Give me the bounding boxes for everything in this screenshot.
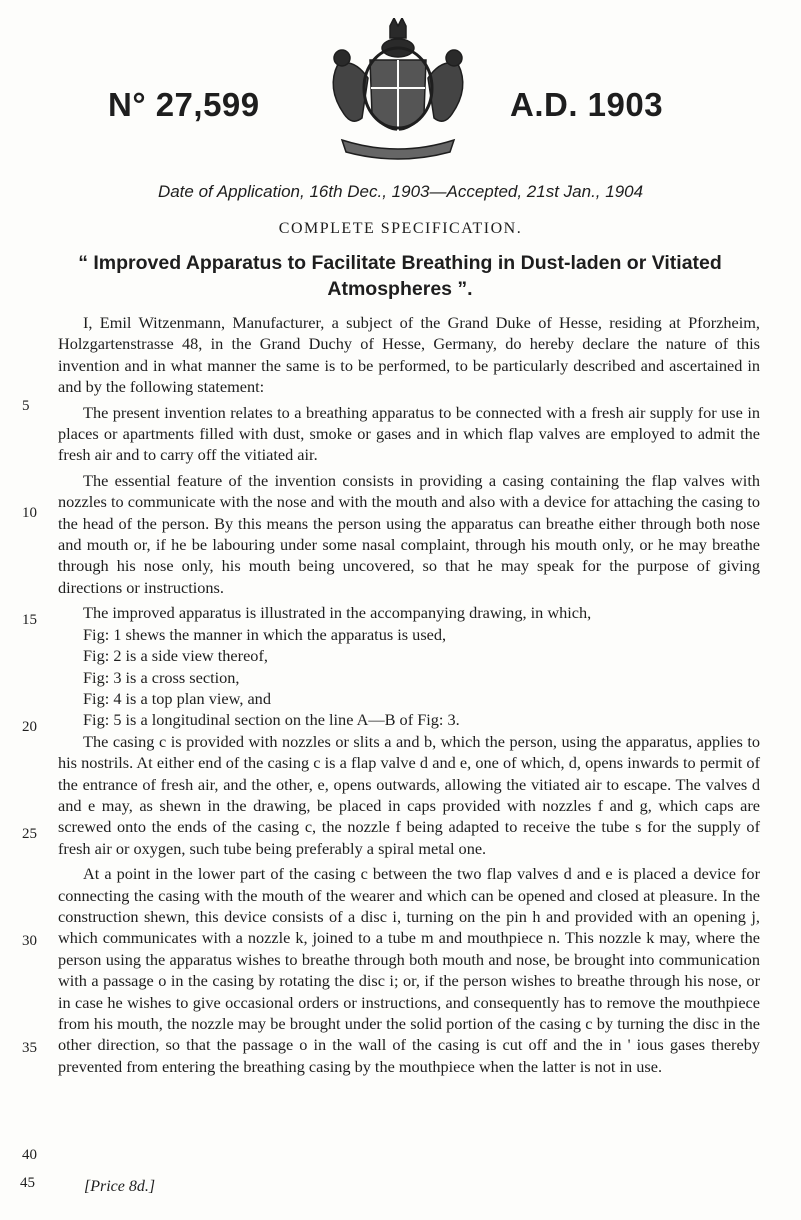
royal-crest-icon	[318, 18, 478, 168]
figure-list	[58, 624, 760, 731]
paragraph-illustration: The improved apparatus is illustrated in the accompanying drawing, in which,	[83, 603, 592, 623]
line-number: 5	[22, 397, 30, 414]
line-number: 10	[22, 504, 37, 521]
document-title: “ Improved Apparatus to Facilitate Breathing in Dust-laden or Vitiated Atmospheres ”.	[78, 252, 722, 300]
line-number: 15	[22, 611, 37, 628]
paragraph-invention-relates: The present invention relates to a breathing apparatus to be connected with a fresh air supply for use in places or apartments filled with dust, smoke or gases and in which flap valves are employed to admit the fresh air and to carry off the vitiated air.	[58, 402, 760, 465]
spec-heading: COMPLETE SPECIFICATION.	[278, 220, 523, 237]
application-dates: Date of Application, 16th Dec., 1903—Accepted, 21st Jan., 1904	[157, 182, 644, 201]
header	[0, 18, 801, 168]
specification-body	[58, 312, 760, 1081]
patent-number: N° 27,599	[108, 86, 260, 123]
paragraph-device: At a point in the lower part of the casing c between the two flap valves d and e is placed a device for connecting the casing with the mouth of the wearer and which can be opened and closed at pleasure. In the construction shewn, this device consists of a disc i, turning on the pin h and provided with an opening j, which communicates with a nozzle k, joined to a tube m and mouthpiece n. This nozzle k may, where the person using the apparatus wishes to breathe through both mouth and nose, be brought into communication with a passage o in the casing by rotating the disc i; or, if the person wishes to breathe through his nose, or in case he wishes to give occasional orders or instructions, and consequently has to remove the mouthpiece from his mouth, the nozzle may be brought under the solid portion of the casing c by turning the disc in the other direction, so that the passage o in the wall of the casing is cut off and the in ' ious gases thereby prevented from entering the breathing casing by the mouthpiece when the latter is not in use.	[58, 864, 760, 1076]
line-number: 25	[22, 825, 37, 842]
figure-item: Fig: 3 is a cross section,	[83, 667, 240, 687]
paragraph-essential-feature: The essential feature of the invention consists in providing a casing containing the flap valves with nozzles to communicate with the nose and with the mouth and also with a device for attaching the casing to the head of the person. By this means the person using the apparatus can breathe either through both nose and mouth or, if he be labouring under some nasal complaint, through his mouth only, or he may breathe through his nose only, his mouth being uncovered, so that he may speak for the purpose of giving directions or instructions.	[58, 470, 760, 597]
figure-item: Fig: 1 shews the manner in which the apparatus is used,	[83, 624, 447, 644]
figure-item: Fig: 4 is a top plan view, and	[83, 688, 271, 708]
patent-year: A.D. 1903	[510, 86, 664, 123]
paragraph-declaration: I, Emil Witzenmann, Manufacturer, a subject of the Grand Duke of Hesse, residing at Pforzheim, Holzgartenstrasse 48, in the Grand Duchy of Hesse, Germany, do hereby declare the nature of this invention and in what manner the same is to be performed, to be particularly described and ascertained in and by the following statement:	[58, 313, 760, 397]
figure-item: Fig: 5 is a longitudinal section on the line A—B of Fig: 3.	[83, 710, 460, 730]
line-number: 35	[22, 1039, 37, 1056]
price: [Price 8d.]	[84, 1178, 156, 1195]
line-number: 40	[22, 1146, 37, 1163]
figure-item: Fig: 2 is a side view thereof,	[83, 646, 268, 666]
line-number: 30	[22, 932, 37, 949]
line-number: 20	[22, 718, 37, 735]
line-number: 45	[20, 1175, 35, 1191]
paragraph-casing: The casing c is provided with nozzles or slits a and b, which the person, using the apparatus, applies to his nostrils. At either end of the casing c is a flap valve d and e, one of which, d, opens inwards to permit of the entrance of fresh air, and the other, e, opens outwards, allowing the vitiated air to escape. The valves d and e may, as shewn in the drawing, be placed in caps provided with nozzles f and g, which caps are screwed onto the ends of the casing c, the nozzle f being adapted to receive the tube s for the supply of fresh air or oxygen, such tube being preferably a spiral metal one.	[58, 731, 760, 858]
